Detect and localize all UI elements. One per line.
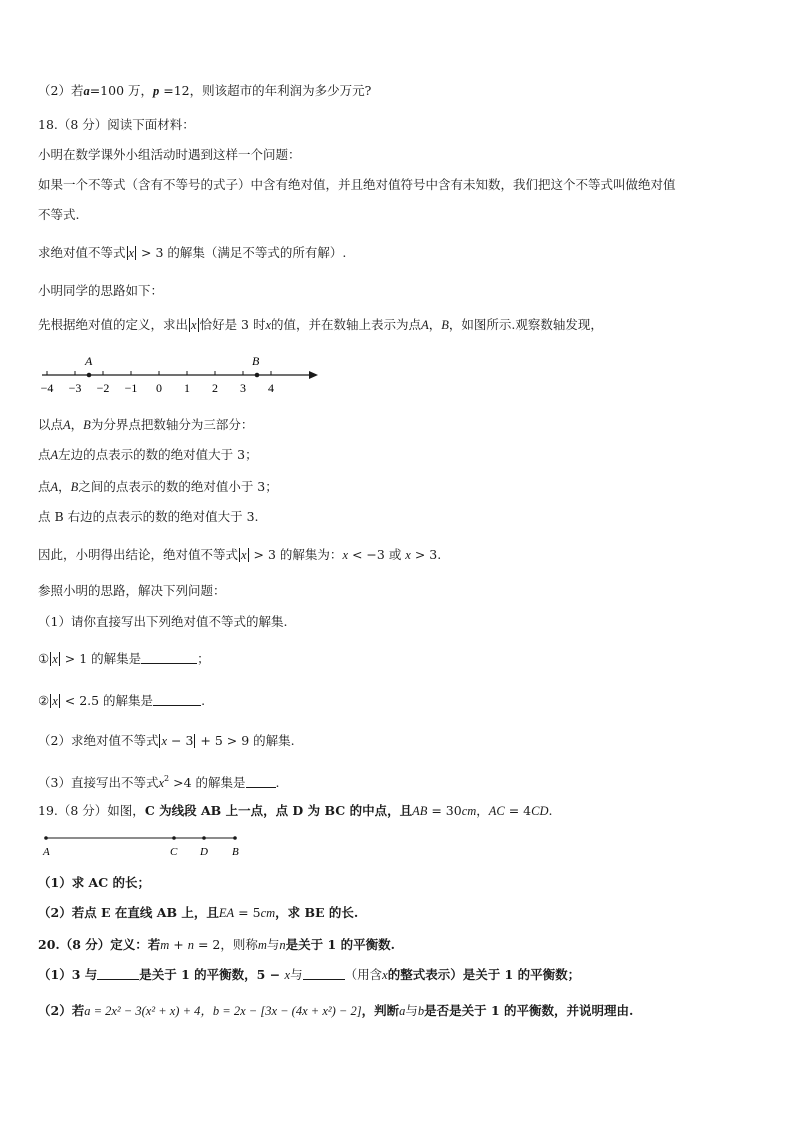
q20-part1: （1）3 与 是关于 1 的平衡数，5 − x与 （用含x的整式表示）是关于 1 的平衡数； [38,967,581,982]
q18-follow: 参照小明的思路，解决下列问题： [38,583,226,598]
q18-right-part: 点 B 右边的点表示的数的绝对值大于 3. [38,509,259,524]
q18-definition-line2: 不等式. [38,207,80,222]
point-A [44,836,48,840]
q20-part2: （2）若a = 2x² − 3(x² + x) + 4，b = 2x − [3x − (4x + x²) − 2]，判断a与b是否是关于 1 的平衡数，并说明理由. [38,1003,634,1018]
answer-blank-3[interactable] [246,787,276,788]
q18-method: 先根据绝对值的定义，求出 x 恰好是 3 时x的值，并在数轴上表示为点A，B，如图所示.观察数轴发现， [38,317,603,332]
answer-blank-1b[interactable] [153,705,201,706]
point-B [233,836,237,840]
label-A: A [43,846,50,858]
number-line-tick-label: 3 [240,381,246,395]
q18-task: 求绝对值不等式 x > 3 的解集（满足不等式的所有解）. [38,245,347,260]
point-A-label: A [85,354,93,368]
q18-middle-part: 点A，B之间的点表示的数的绝对值小于 3； [38,479,278,494]
q18-definition-line1: 如果一个不等式（含有不等号的式子）中含有绝对值，并且绝对值符号中含有未知数，我们把这个不等式叫做绝对值 [38,177,676,192]
number-line-tick-label: −4 [40,381,54,395]
point-B-label: B [252,354,260,368]
point-B-dot [255,373,260,378]
answer-blank-20-1[interactable] [97,979,139,980]
number-line-tick-label: 2 [212,381,218,395]
answer-blank-1a[interactable] [141,663,197,664]
q18-part1-a: ① x > 1 的解集是 ； [38,651,210,666]
number-line-tick-label: 4 [268,381,274,395]
segment-figure [38,828,248,860]
q19-part2: （2）若点 E 在直线 AB 上，且EA = 5cm，求 BE 的长. [38,905,359,920]
q18-intro: 小明在数学课外小组活动时遇到这样一个问题： [38,147,301,162]
q17-part2: （2）若a=100 万，p =12，则该超市的年利润为多少万元? [38,83,372,98]
point-A-dot [87,373,92,378]
q18-header: 18.（8 分）阅读下面材料： [38,117,195,132]
label-D: D [200,846,208,858]
number-line-tick-label: −1 [124,381,138,395]
answer-blank-20-2[interactable] [303,979,345,980]
q18-part3: （3）直接写出不等式$x^2 >4$ 的解集是 . [38,774,280,790]
q18-left-part: 点A左边的点表示的数的绝对值大于 3； [38,447,258,462]
q18-part1: （1）请你直接写出下列绝对值不等式的解集. [38,614,288,629]
q18-idea: 小明同学的思路如下： [38,283,164,298]
number-line-tick-label: −3 [68,381,82,395]
q20-expression: a = 2x² − 3(x² + x) + 4，b = 2x − [3x − (4x + x²) − 2] [84,1004,362,1018]
q19-header: 19.（8 分）如图，C 为线段 AB 上一点，点 D 为 BC 的中点，且AB = 30cm，AC = 4CD. [38,803,553,818]
q18-divide: 以点A，B为分界点把数轴分为三部分： [38,417,254,432]
number-line-figure [30,350,330,398]
point-D [202,836,206,840]
number-line-arrow [309,371,318,379]
q19-part1: （1）求 AC 的长； [38,875,151,890]
q20-header: 20.（8 分）定义：若m + n = 2，则称m与n是关于 1 的平衡数. [38,937,395,952]
number-line-tick-label: 0 [156,381,162,395]
label-B: B [232,846,239,858]
q18-conclusion: 因此，小明得出结论，绝对值不等式 x > 3 的解集为：x < −3 或 x > 3. [38,547,442,562]
q18-part1-b: ② x < 2.5 的解集是 . [38,693,206,708]
label-C: C [170,846,178,858]
number-line-tick-label: −2 [96,381,110,395]
q18-part2: （2）求绝对值不等式 x − 3 + 5 > 9 的解集. [38,733,295,748]
number-line-tick-label: 1 [184,381,190,395]
point-C [172,836,176,840]
